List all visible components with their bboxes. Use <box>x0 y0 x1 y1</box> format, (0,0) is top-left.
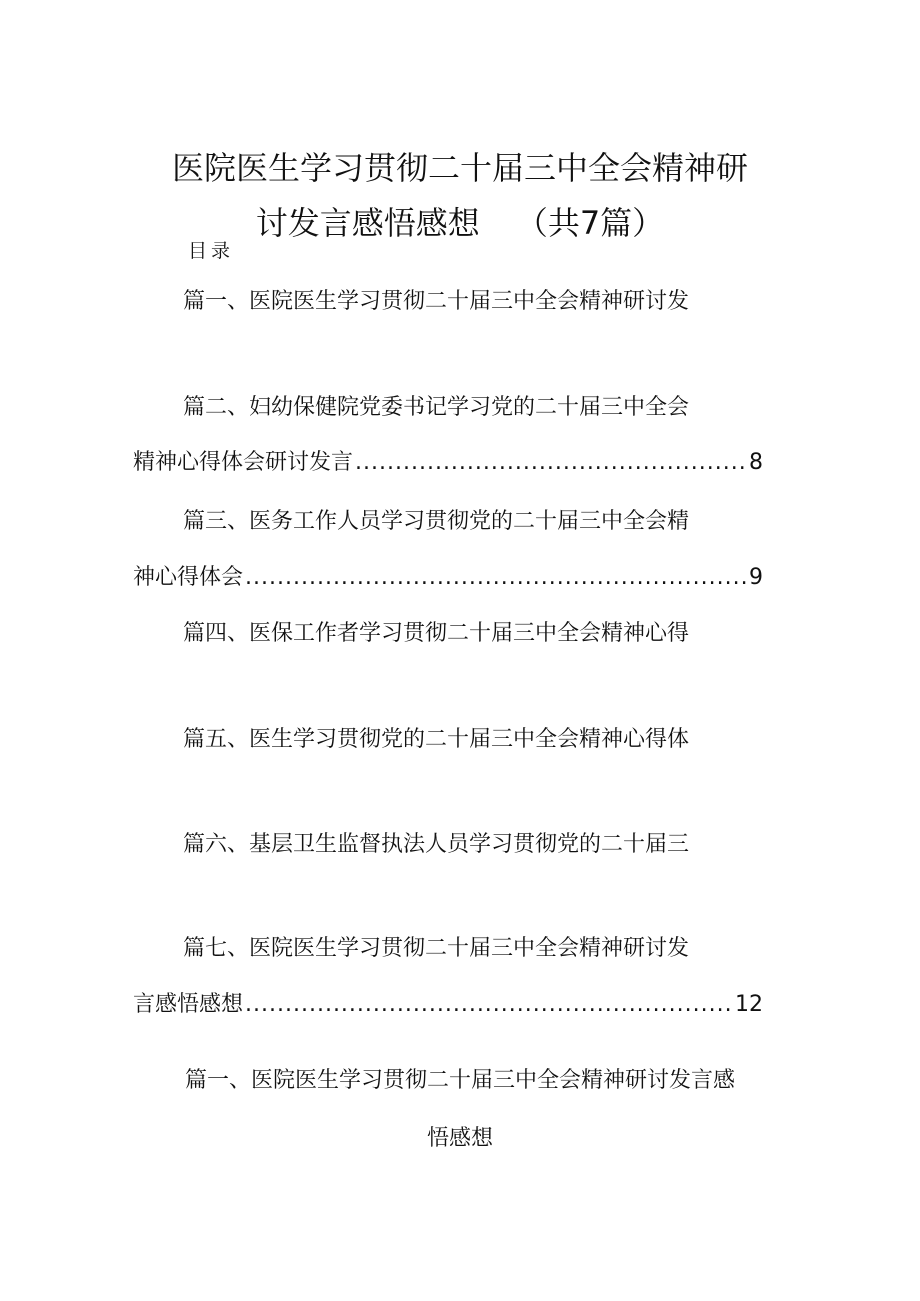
toc-entry-3-continuation[interactable] <box>133 563 763 593</box>
document-title-line-2 <box>0 198 920 244</box>
toc-entry-text: 精神心得体会研讨发言 <box>133 450 354 475</box>
toc-entry-6[interactable]: 篇六、基层卫生监督执法人员学习贯彻党的二十届三 <box>183 832 690 857</box>
document-title-count: （共7篇） <box>515 204 665 242</box>
document-title-line-1: 医院医生学习贯彻二十届三中全会精神研 <box>171 149 748 187</box>
toc-entry-text: 神心得体会 <box>133 565 244 590</box>
toc-entry-5[interactable]: 篇五、医生学习贯彻党的二十届三中全会精神心得体 <box>183 727 690 752</box>
toc-entry-3[interactable]: 篇三、医务工作人员学习贯彻党的二十届三中全会精 <box>183 509 690 534</box>
toc-entry-text: 言感悟感想 <box>133 992 244 1017</box>
toc-leader-dots <box>355 448 747 478</box>
toc-entry-7[interactable]: 篇七、医院医生学习贯彻二十届三中全会精神研讨发 <box>183 936 690 961</box>
toc-page-number: 9 <box>749 565 763 590</box>
toc-entry-4[interactable]: 篇四、医保工作者学习贯彻二十届三中全会精神心得 <box>183 621 690 646</box>
toc-entry-7-continuation[interactable] <box>133 990 763 1020</box>
document-title-text: 讨发言感悟感想 <box>255 204 480 242</box>
toc-entry-2[interactable]: 篇二、妇幼保健院党委书记学习党的二十届三中全会 <box>183 395 690 420</box>
toc-label: 目录 <box>188 240 235 262</box>
toc-page-number: 12 <box>735 992 763 1017</box>
section-title-line-2: 悟感想 <box>426 1126 493 1151</box>
toc-page-number: 8 <box>749 450 763 475</box>
section-title-line-1: 篇一、医院医生学习贯彻二十届三中全会精神研讨发言感 <box>184 1068 735 1093</box>
toc-leader-dots <box>245 563 747 593</box>
toc-entry-1[interactable]: 篇一、医院医生学习贯彻二十届三中全会精神研讨发 <box>183 289 690 314</box>
toc-entry-2-continuation[interactable] <box>133 448 763 478</box>
toc-leader-dots <box>245 990 733 1020</box>
